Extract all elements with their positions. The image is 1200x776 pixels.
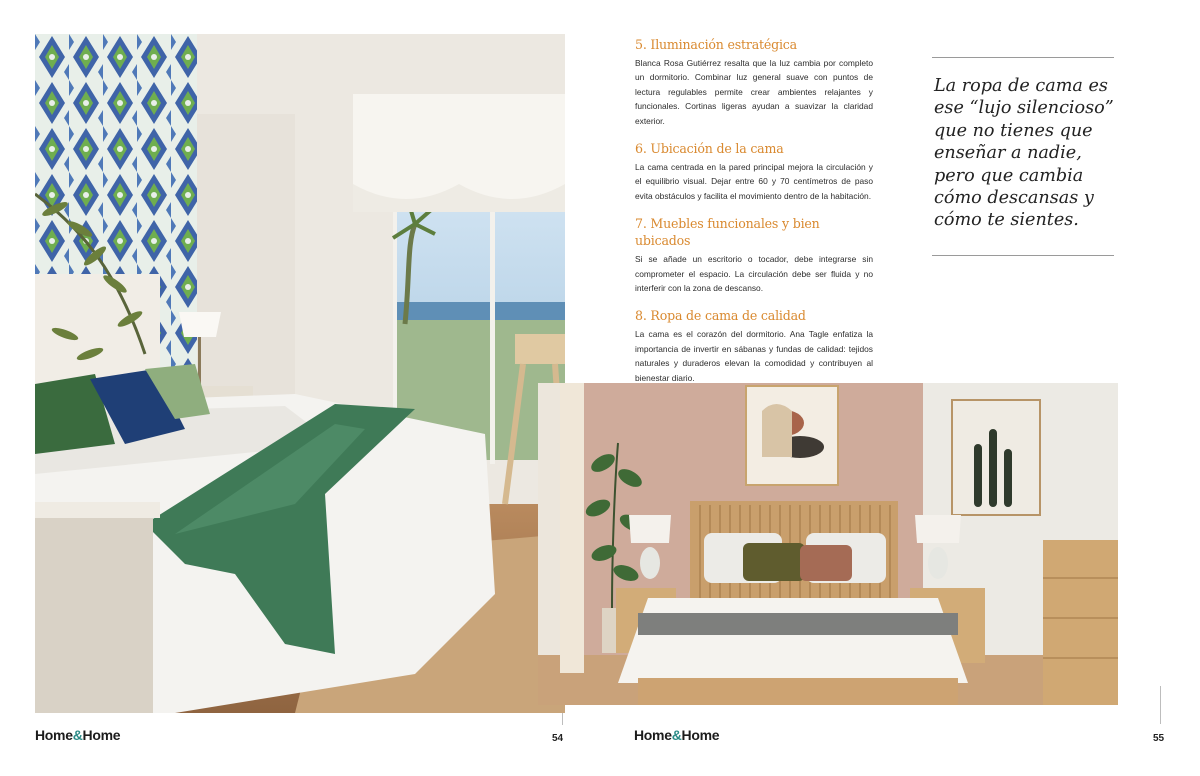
page-number-left: 54 xyxy=(552,733,564,744)
article-section-furniture xyxy=(635,215,873,295)
pull-quote-line: que no tienes que xyxy=(934,120,1093,141)
pull-quote xyxy=(934,75,1119,232)
article-section-bedding xyxy=(635,307,873,385)
quote-rule-top xyxy=(932,57,1114,58)
article-section-lighting xyxy=(635,36,873,128)
section-body: Blanca Rosa Gutiérrez resalta que la luz cambia por completo un dormitorio. Combinar luz general suave con puntos de lectura regulables permite crear ambientes relajantes y funcionales. Cortinas ligeras ayudan a suavizar la claridad exterior. xyxy=(635,58,873,126)
bedroom-photo-right xyxy=(538,383,1118,705)
quote-rule-bottom xyxy=(932,255,1114,256)
section-body: La cama centrada en la pared principal mejora la circulación y el equilibrio visual. Dejar entre 60 y 70 centímetros de paso evita obstáculos y facilita el movimiento dentro de la habitación. xyxy=(635,162,873,201)
bedroom-ikat-illustration xyxy=(35,34,565,713)
footer-divider-left xyxy=(562,713,563,725)
article-section-bed-placement xyxy=(635,140,873,203)
brand-word: Home xyxy=(681,727,720,743)
bedroom-pink-wall-illustration xyxy=(538,383,1118,705)
bedroom-photo-left xyxy=(35,34,565,713)
section-heading: 5. Iluminación estratégica xyxy=(635,37,797,52)
pull-quote-line: cómo te sientes. xyxy=(934,210,1079,231)
section-body: La cama es el corazón del dormitorio. Ana Tagle enfatiza la importancia de invertir en sábanas y fundas de calidad: tejidos naturales y duraderos elevan la comodidad y contribuyen al bienestar diario. xyxy=(635,329,873,383)
footer-divider-right xyxy=(1160,686,1161,724)
pull-quote-line: pero que cambia xyxy=(934,165,1084,186)
article-column xyxy=(635,36,873,397)
section-heading: 8. Ropa de cama de calidad xyxy=(635,308,806,324)
brand-ampersand: & xyxy=(72,727,83,743)
pull-quote-line: ese “lujo silencioso” xyxy=(934,98,1114,119)
pull-quote-line: enseñar a nadie, xyxy=(934,143,1082,164)
page-number-right: 55 xyxy=(1153,733,1165,744)
brand-ampersand: & xyxy=(671,727,682,743)
section-body: Si se añade un escritorio o tocador, debe integrarse sin comprometer el espacio. La circulación debe ser fluida y no interferir con la zona de descanso. xyxy=(635,254,873,294)
brand-logo-left xyxy=(35,727,120,743)
pull-quote-line: cómo descansas y xyxy=(934,188,1094,209)
pull-quote-line: La ropa de cama es xyxy=(934,76,1108,96)
brand-word: Home xyxy=(634,727,672,743)
section-heading: 7. Muebles funcionales y bien ubicados xyxy=(635,216,820,249)
section-heading: 6. Ubicación de la cama xyxy=(635,141,784,157)
brand-word: Home xyxy=(35,727,73,743)
brand-word: Home xyxy=(82,727,121,743)
brand-logo-right xyxy=(634,727,719,743)
